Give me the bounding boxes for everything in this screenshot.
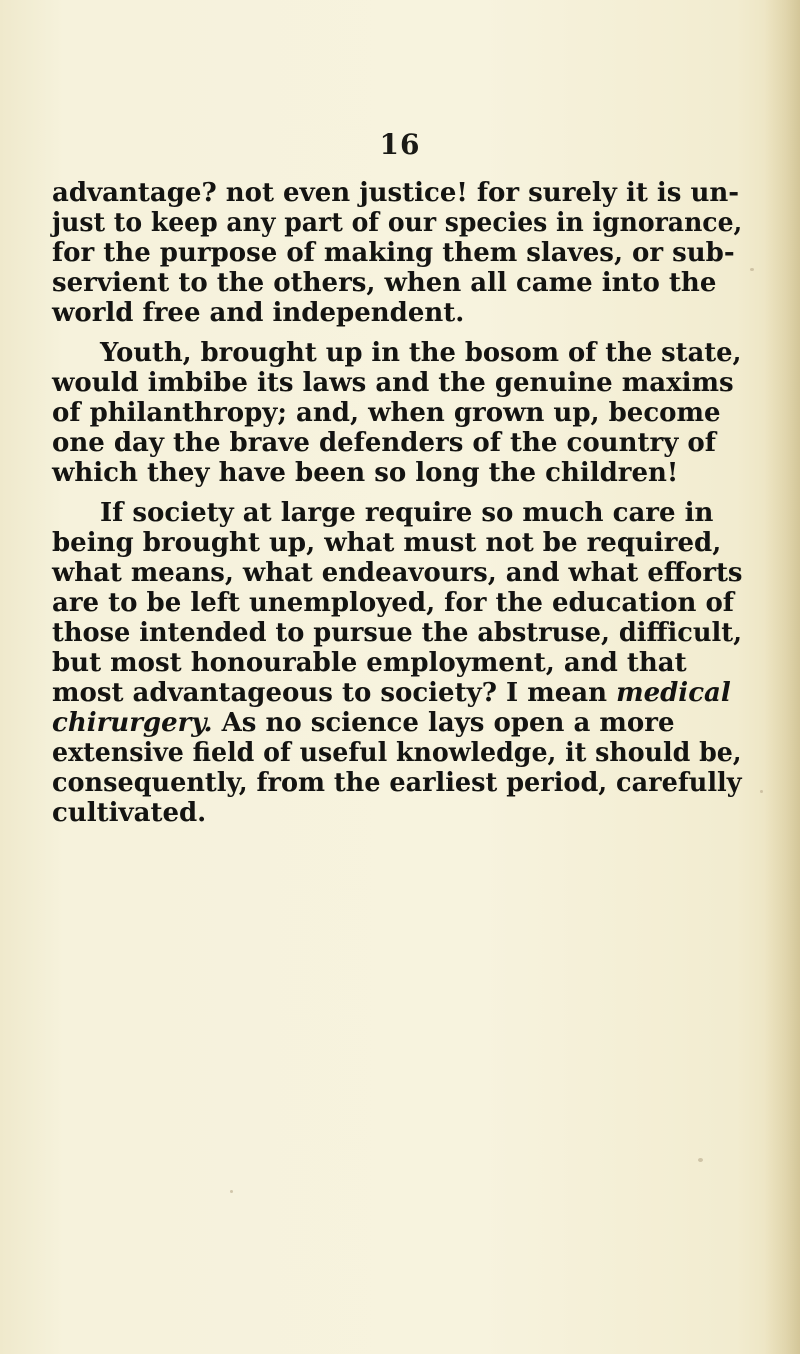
text-line: of philanthropy; and, when grown up, become: [52, 398, 721, 428]
paper-speck: [760, 790, 763, 793]
page-number: 16: [379, 128, 421, 161]
page-edge-shadow: [764, 0, 800, 1354]
paper-speck: [750, 268, 754, 271]
text-line: those intended to pursue the abstruse, difficult,: [52, 618, 743, 648]
text-line: would imbibe its laws and the genuine maxims: [52, 368, 734, 398]
text-line: advantage? not even justice! for surely it is un-: [52, 178, 740, 208]
text-line: servient to the others, when all came into the: [52, 268, 717, 298]
text-line: [52, 678, 731, 708]
text-line: are to be left unemployed, for the education of: [52, 588, 734, 618]
text-line: extensive field of useful knowledge, it should be,: [52, 738, 742, 768]
paragraph-start-line: If society at large require so much care in: [100, 498, 714, 528]
paper-speck: [698, 1158, 703, 1162]
text-line: what means, what endeavours, and what efforts: [52, 558, 743, 588]
text-span: most advantageous to society? I mean: [52, 678, 608, 708]
text-line: world free and independent.: [52, 298, 465, 328]
text-span: As no science lays open a more: [221, 708, 675, 738]
italic-text: chirurgery.: [52, 708, 213, 738]
text-line: [52, 708, 674, 738]
text-line: for the purpose of making them slaves, or sub-: [52, 238, 735, 268]
italic-text: medical: [616, 678, 731, 708]
text-line: being brought up, what must not be required,: [52, 528, 722, 558]
paper-speck: [230, 1190, 233, 1193]
text-line: but most honourable employment, and that: [52, 648, 687, 678]
paragraph-start-line: Youth, brought up in the bosom of the state,: [100, 338, 742, 368]
text-line: which they have been so long the children!: [52, 458, 679, 488]
text-line: consequently, from the earliest period, carefully: [52, 768, 742, 798]
text-line: just to keep any part of our species in ignorance,: [52, 208, 743, 238]
text-line: cultivated.: [52, 798, 207, 828]
text-line: one day the brave defenders of the country of: [52, 428, 716, 458]
